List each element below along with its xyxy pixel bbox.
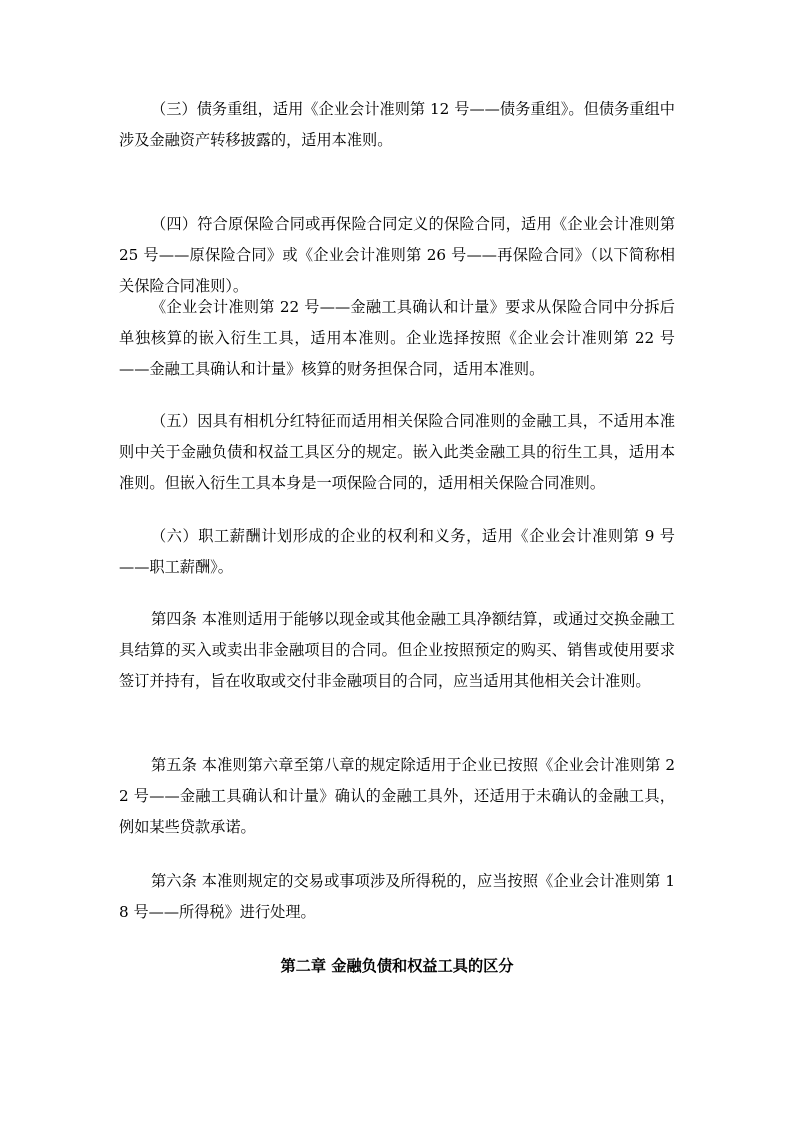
paragraph-debt-restructuring: （三）债务重组，适用《企业会计准则第 12 号——债务重组》。但债务重组中涉及金融资产转移披露的，适用本准则。 — [119, 100, 675, 149]
article-6: 第六条 本准则规定的交易或事项涉及所得税的，应当按照《企业会计准则第 18 号——所得税》进行处理。 — [119, 872, 675, 921]
article-5: 第五条 本准则第六章至第八章的规定除适用于企业已按照《企业会计准则第 22 号——金融工具确认和计量》确认的金融工具外，还适用于未确认的金融工具，例如某些贷款承诺。 — [119, 756, 675, 836]
paragraph-insurance-contracts: （四）符合原保险合同或再保险合同定义的保险合同，适用《企业会计准则第 25 号——原保险合同》或《企业会计准则第 26 号——再保险合同》（以下简称相关保险合同准则）。 — [119, 215, 675, 295]
paragraph-discretionary-participation: （五）因具有相机分红特征而适用相关保险合同准则的金融工具，不适用本准则中关于金融负债和权益工具区分的规定。嵌入此类金融工具的衍生工具，适用本准则。但嵌入衍生工具本身是一项保险合同的，适用相关保险合同准则。 — [119, 412, 675, 492]
article-4: 第四条 本准则适用于能够以现金或其他金融工具净额结算，或通过交换金融工具结算的买入或卖出非金融项目的合同。但企业按照预定的购买、销售或使用要求签订并持有，旨在收取或交付非金融项目的合同，应当适用其他相关会计准则。 — [119, 610, 675, 690]
chapter-heading: 第二章 金融负债和权益工具的区分 — [280, 957, 514, 975]
paragraph-employee-compensation: （六）职工薪酬计划形成的企业的权利和义务，适用《企业会计准则第 9 号——职工薪酬》。 — [119, 527, 675, 576]
paragraph-embedded-derivatives: 《企业会计准则第 22 号——金融工具确认和计量》要求从保险合同中分拆后单独核算的嵌入衍生工具，适用本准则。企业选择按照《企业会计准则第 22 号——金融工具确认和计量》核算的财务担保合同，适用本准则。 — [119, 298, 675, 378]
